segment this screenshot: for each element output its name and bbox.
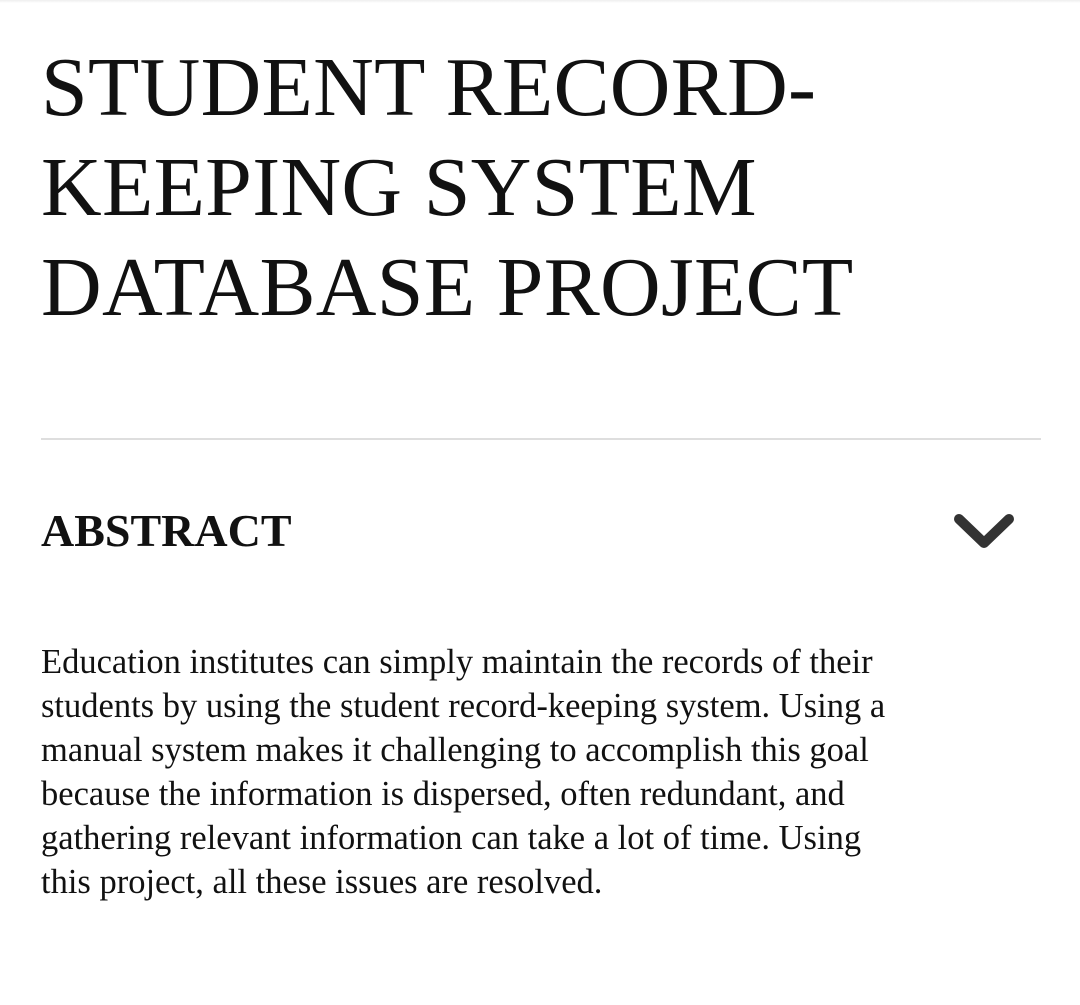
page-title-line-3: DATABASE PROJECT	[41, 241, 854, 334]
page-title-line-2: KEEPING SYSTEM	[41, 141, 757, 234]
abstract-text-line: this project, all these issues are resolved.	[41, 863, 603, 901]
abstract-text	[41, 640, 1041, 904]
abstract-section-toggle[interactable]	[41, 498, 1041, 568]
top-edge-shadow	[0, 0, 1080, 3]
abstract-text-line: students by using the student record-keeping system. Using a	[41, 687, 886, 725]
abstract-text-line: Education institutes can simply maintain the records of their	[41, 643, 873, 681]
page-title	[41, 38, 1041, 338]
page-title-line-1: STUDENT RECORD-	[41, 41, 817, 134]
abstract-text-line: manual system makes it challenging to accomplish this goal	[41, 731, 869, 769]
chevron-down-icon[interactable]	[951, 510, 1017, 554]
abstract-text-line: gathering relevant information can take a lot of time. Using	[41, 819, 862, 857]
abstract-text-line: because the information is dispersed, often redundant, and	[41, 775, 845, 813]
section-divider	[41, 438, 1041, 440]
abstract-heading: ABSTRACT	[41, 505, 292, 556]
